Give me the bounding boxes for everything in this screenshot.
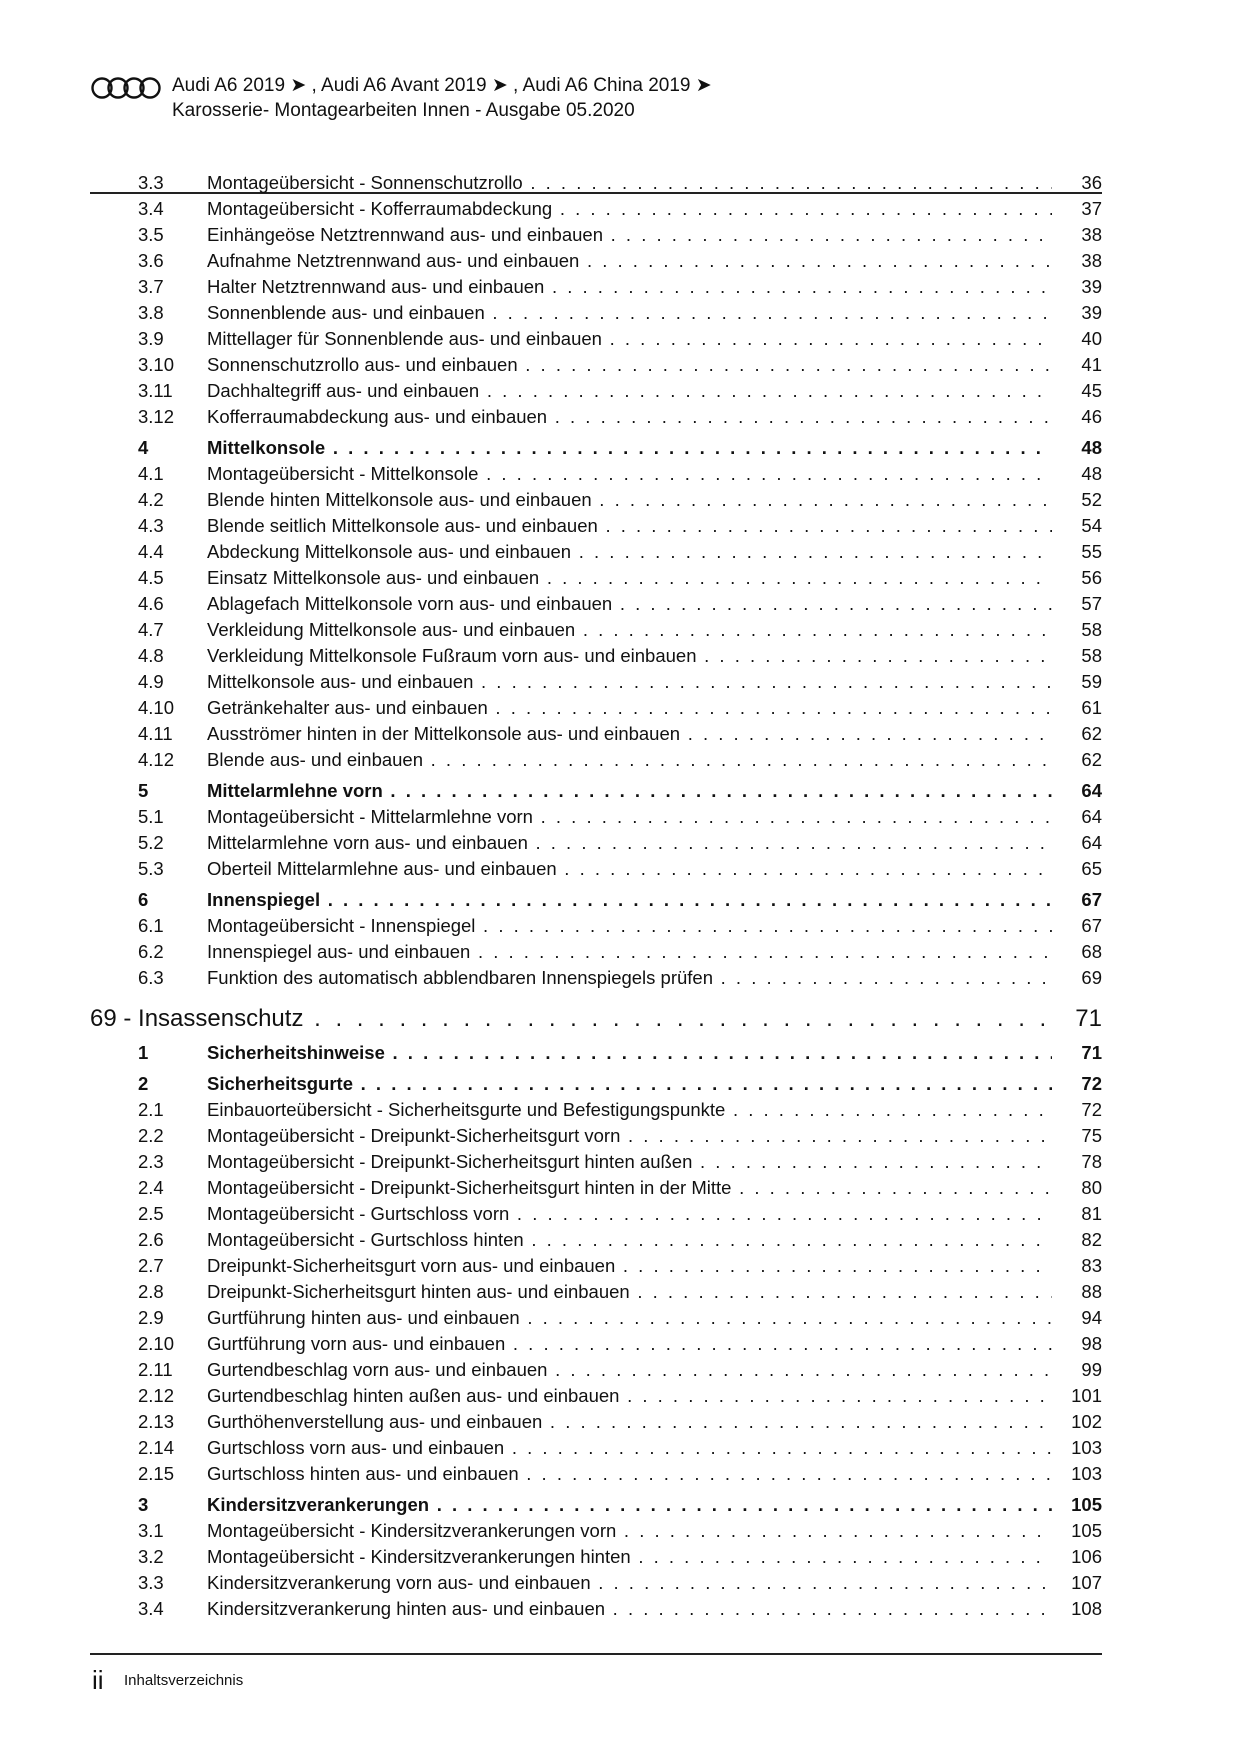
toc-entry-number: 2.6 <box>138 1229 164 1250</box>
toc-entry-number: 2.1 <box>138 1099 164 1120</box>
toc-entry-page: 106 <box>1071 1546 1102 1567</box>
toc-entry-page: 39 <box>1081 276 1102 297</box>
toc-entry-title: Mittelarmlehne vorn . . . <box>207 778 1052 804</box>
toc-entry-page: 58 <box>1081 645 1102 666</box>
toc-entry[interactable] <box>90 248 1102 274</box>
toc-entry-page: 102 <box>1071 1411 1102 1432</box>
toc-entry[interactable] <box>90 721 1102 747</box>
toc-entry[interactable] <box>90 326 1102 352</box>
toc-entry-title: Montageübersicht - Dreipunkt-Sicherheitsgurt hinten außen . . . <box>207 1149 1052 1175</box>
toc-entry-number: 4.6 <box>138 593 164 614</box>
toc-entry-number: 4.5 <box>138 567 164 588</box>
toc-entry[interactable] <box>90 1596 1102 1622</box>
toc-section[interactable] <box>90 1492 1102 1518</box>
toc-entry-number: 3.1 <box>138 1520 164 1541</box>
toc-entry-number: 4.4 <box>138 541 164 562</box>
toc-entry-number: 2.12 <box>138 1385 175 1406</box>
toc-entry-number: 2.10 <box>138 1333 175 1354</box>
toc-section[interactable] <box>90 887 1102 913</box>
toc-entry-number: 3.10 <box>138 354 175 375</box>
toc-entry[interactable] <box>90 1227 1102 1253</box>
toc-entry-page: 103 <box>1071 1463 1102 1484</box>
toc-entry-title: Kindersitzverankerungen . . . <box>207 1492 1052 1518</box>
toc-entry[interactable] <box>90 222 1102 248</box>
toc-entry-page: 67 <box>1081 889 1102 910</box>
toc-entry-page: 64 <box>1081 832 1102 853</box>
toc-entry[interactable] <box>90 170 1102 196</box>
toc-entry-title: Montageübersicht - Kofferraumabdeckung . . . <box>207 196 1052 222</box>
toc-chapter[interactable] <box>90 1003 1102 1035</box>
toc-entry[interactable] <box>90 804 1102 830</box>
toc-entry-page: 69 <box>1081 967 1102 988</box>
toc-entry-number: 2.11 <box>138 1359 173 1380</box>
toc-entry-page: 98 <box>1081 1333 1102 1354</box>
audi-rings-logo <box>90 76 162 100</box>
toc-entry-number: 4.1 <box>138 463 164 484</box>
toc-entry-page: 81 <box>1081 1203 1102 1224</box>
toc-entry-number: 3.11 <box>138 380 173 401</box>
toc-entry-page: 65 <box>1081 858 1102 879</box>
toc-entry-title: Montageübersicht - Kindersitzverankerungen vorn . . . <box>207 1518 1052 1544</box>
toc-entry[interactable] <box>90 1123 1102 1149</box>
toc-entry-title: Montageübersicht - Dreipunkt-Sicherheitsgurt vorn . . . <box>207 1123 1052 1149</box>
toc-entry-page: 61 <box>1081 697 1102 718</box>
toc-entry-page: 62 <box>1081 749 1102 770</box>
toc-entry-page: 39 <box>1081 302 1102 323</box>
toc-entry-title: Gurtführung hinten aus- und einbauen . . . <box>207 1305 1052 1331</box>
toc-entry-number: 3.12 <box>138 406 175 427</box>
toc-section[interactable] <box>90 435 1102 461</box>
toc-entry-number: 2.3 <box>138 1151 164 1172</box>
toc-entry-title: Blende hinten Mittelkonsole aus- und einbauen . . . <box>207 487 1052 513</box>
footer-page-number: ii <box>92 1665 104 1695</box>
toc-entry-title: Mittellager für Sonnenblende aus- und einbauen . . . <box>207 326 1052 352</box>
toc-entry-title: Einhängeöse Netztrennwand aus- und einbauen . . . <box>207 222 1052 248</box>
toc-entry[interactable] <box>90 1435 1102 1461</box>
toc-entry[interactable] <box>90 1544 1102 1570</box>
toc-entry-number: 2.4 <box>138 1177 164 1198</box>
toc-entry-number: 3.6 <box>138 250 164 271</box>
toc-entry-page: 36 <box>1081 172 1102 193</box>
toc-entry-title: Dreipunkt-Sicherheitsgurt vorn aus- und einbauen . . . <box>207 1253 1052 1279</box>
toc-entry-title: Ausströmer hinten in der Mittelkonsole aus- und einbauen . . . <box>207 721 1052 747</box>
toc-entry-title: Verkleidung Mittelkonsole aus- und einbauen . . . <box>207 617 1052 643</box>
toc-entry-page: 72 <box>1081 1073 1102 1094</box>
toc-entry-title: Sicherheitshinweise . . . <box>207 1040 1052 1066</box>
toc-entry[interactable] <box>90 1331 1102 1357</box>
toc-entry[interactable] <box>90 1409 1102 1435</box>
toc-entry-number: 5.2 <box>138 832 164 853</box>
toc-entry-page: 45 <box>1081 380 1102 401</box>
toc-entry-number: 2.2 <box>138 1125 164 1146</box>
toc-entry-page: 94 <box>1081 1307 1102 1328</box>
toc-entry-title: Montageübersicht - Sonnenschutzrollo . . . <box>207 170 1052 196</box>
toc-entry-number: 5.1 <box>138 806 164 827</box>
toc-entry-title: Halter Netztrennwand aus- und einbauen . . . <box>207 274 1052 300</box>
toc-entry-page: 80 <box>1081 1177 1102 1198</box>
toc-entry[interactable] <box>90 695 1102 721</box>
toc-entry-title: Montageübersicht - Gurtschloss hinten . . . <box>207 1227 1052 1253</box>
toc-entry-title: Blende aus- und einbauen . . . <box>207 747 1052 773</box>
toc-entry-page: 38 <box>1081 250 1102 271</box>
toc-entry-number: 6.2 <box>138 941 164 962</box>
toc-entry-title: Innenspiegel . . . <box>207 887 1052 913</box>
toc-entry-page: 72 <box>1081 1099 1102 1120</box>
toc-entry-page: 108 <box>1071 1598 1102 1619</box>
toc-entry[interactable] <box>90 378 1102 404</box>
toc-entry[interactable] <box>90 565 1102 591</box>
toc-entry[interactable] <box>90 1383 1102 1409</box>
toc-entry[interactable] <box>90 513 1102 539</box>
toc-entry-title: Funktion des automatisch abblendbaren Innenspiegels prüfen . . . <box>207 965 1052 991</box>
toc-entry-number: 4.12 <box>138 749 175 770</box>
header-model-line: Audi A6 2019 ➤ , Audi A6 Avant 2019 ➤ , Audi A6 China 2019 ➤ <box>172 75 712 96</box>
toc-entry-number: 4.9 <box>138 671 164 692</box>
toc-entry-page: 58 <box>1081 619 1102 640</box>
toc-entry-title: Montageübersicht - Dreipunkt-Sicherheitsgurt hinten in der Mitte . . . <box>207 1175 1052 1201</box>
toc-entry[interactable] <box>90 1570 1102 1596</box>
toc-entry-title: Abdeckung Mittelkonsole aus- und einbauen . . . <box>207 539 1052 565</box>
toc-entry-number: 2.15 <box>138 1463 175 1484</box>
toc-entry[interactable] <box>90 1461 1102 1487</box>
toc-entry-page: 75 <box>1081 1125 1102 1146</box>
toc-entry-number: 2.9 <box>138 1307 164 1328</box>
toc-entry-number: 2.5 <box>138 1203 164 1224</box>
toc-entry-number: 6.1 <box>138 915 164 936</box>
toc-entry-title: 69 - Insassenschutz . . . <box>90 1003 1052 1035</box>
toc-entry[interactable] <box>90 1279 1102 1305</box>
toc-entry-title: Aufnahme Netztrennwand aus- und einbauen . . . <box>207 248 1052 274</box>
toc-entry-number: 3.8 <box>138 302 164 323</box>
toc-entry-page: 41 <box>1081 354 1102 375</box>
toc-entry-title: Gurtendbeschlag hinten außen aus- und einbauen . . . <box>207 1383 1052 1409</box>
toc-entry-number: 4.10 <box>138 697 175 718</box>
toc-entry-page: 55 <box>1081 541 1102 562</box>
toc-entry-page: 71 <box>1081 1042 1102 1063</box>
toc-entry-number: 4.11 <box>138 723 173 744</box>
toc-entry-title: Mittelkonsole . . . <box>207 435 1052 461</box>
toc-entry-page: 107 <box>1071 1572 1102 1593</box>
toc-entry-title: Montageübersicht - Mittelkonsole . . . <box>207 461 1052 487</box>
toc-entry-page: 99 <box>1081 1359 1102 1380</box>
toc-entry-page: 67 <box>1081 915 1102 936</box>
toc-entry-number: 2.8 <box>138 1281 164 1302</box>
toc-entry-title: Verkleidung Mittelkonsole Fußraum vorn aus- und einbauen . . . <box>207 643 1052 669</box>
toc-entry-number: 4 <box>138 437 149 458</box>
toc-entry-page: 56 <box>1081 567 1102 588</box>
toc-entry-page: 105 <box>1071 1494 1102 1515</box>
toc-entry[interactable] <box>90 1253 1102 1279</box>
toc-entry-title: Blende seitlich Mittelkonsole aus- und einbauen . . . <box>207 513 1052 539</box>
toc-entry-page: 54 <box>1081 515 1102 536</box>
toc-entry-number: 2.13 <box>138 1411 175 1432</box>
header-manual-line: Karosserie- Montagearbeiten Innen - Ausgabe 05.2020 <box>172 100 635 121</box>
toc-entry[interactable] <box>90 1357 1102 1383</box>
toc-entry-page: 48 <box>1081 437 1102 458</box>
toc-entry-page: 59 <box>1081 671 1102 692</box>
toc-entry[interactable] <box>90 913 1102 939</box>
toc-entry-title: Gurtendbeschlag vorn aus- und einbauen . . . <box>207 1357 1052 1383</box>
toc-entry-page: 40 <box>1081 328 1102 349</box>
toc-entry-title: Oberteil Mittelarmlehne aus- und einbauen . . . <box>207 856 1052 882</box>
toc-entry-page: 103 <box>1071 1437 1102 1458</box>
toc-entry-title: Gurtführung vorn aus- und einbauen . . . <box>207 1331 1052 1357</box>
toc-entry[interactable] <box>90 669 1102 695</box>
toc-entry-title: Einsatz Mittelkonsole aus- und einbauen . . . <box>207 565 1052 591</box>
toc-entry-page: 82 <box>1081 1229 1102 1250</box>
toc-entry-title: Innenspiegel aus- und einbauen . . . <box>207 939 1052 965</box>
table-of-contents <box>90 170 1102 1622</box>
toc-entry-number: 5 <box>138 780 149 801</box>
toc-entry[interactable] <box>90 461 1102 487</box>
toc-entry[interactable] <box>90 1305 1102 1331</box>
toc-entry-page: 52 <box>1081 489 1102 510</box>
toc-entry-title: Mittelkonsole aus- und einbauen . . . <box>207 669 1052 695</box>
toc-entry-number: 4.2 <box>138 489 164 510</box>
toc-entry-number: 3.7 <box>138 276 164 297</box>
toc-entry[interactable] <box>90 643 1102 669</box>
toc-section[interactable] <box>90 1040 1102 1066</box>
toc-entry[interactable] <box>90 1149 1102 1175</box>
toc-entry[interactable] <box>90 1201 1102 1227</box>
toc-entry-title: Sonnenblende aus- und einbauen . . . <box>207 300 1052 326</box>
toc-entry-number: 2.14 <box>138 1437 175 1458</box>
toc-entry-page: 37 <box>1081 198 1102 219</box>
toc-entry-number: 3.2 <box>138 1546 164 1567</box>
toc-entry[interactable] <box>90 352 1102 378</box>
toc-entry[interactable] <box>90 196 1102 222</box>
toc-entry-title: Ablagefach Mittelkonsole vorn aus- und einbauen . . . <box>207 591 1052 617</box>
toc-entry-title: Montageübersicht - Gurtschloss vorn . . . <box>207 1201 1052 1227</box>
toc-entry-number: 4.7 <box>138 619 164 640</box>
toc-entry-number: 3.3 <box>138 1572 164 1593</box>
footer-title: Inhaltsverzeichnis <box>124 1672 244 1689</box>
toc-entry-number: 3.5 <box>138 224 164 245</box>
toc-entry-number: 4.8 <box>138 645 164 666</box>
toc-entry-page: 71 <box>1075 1005 1102 1032</box>
toc-entry-title: Gurthöhenverstellung aus- und einbauen . . . <box>207 1409 1052 1435</box>
toc-entry-page: 101 <box>1071 1385 1102 1406</box>
toc-entry-page: 46 <box>1081 406 1102 427</box>
toc-section[interactable] <box>90 1071 1102 1097</box>
toc-entry-title: Montageübersicht - Innenspiegel . . . <box>207 913 1052 939</box>
toc-entry-title: Einbauorteübersicht - Sicherheitsgurte und Befestigungspunkte . . . <box>207 1097 1052 1123</box>
toc-entry-number: 4.3 <box>138 515 164 536</box>
toc-entry-number: 3.9 <box>138 328 164 349</box>
toc-entry[interactable] <box>90 1518 1102 1544</box>
toc-entry[interactable] <box>90 591 1102 617</box>
footer-divider <box>90 1653 1102 1655</box>
toc-entry-title: Dachhaltegriff aus- und einbauen . . . <box>207 378 1052 404</box>
toc-entry-page: 62 <box>1081 723 1102 744</box>
toc-entry-title: Kofferraumabdeckung aus- und einbauen . . . <box>207 404 1052 430</box>
toc-section[interactable] <box>90 778 1102 804</box>
toc-entry[interactable] <box>90 830 1102 856</box>
toc-entry-title: Montageübersicht - Mittelarmlehne vorn . . . <box>207 804 1052 830</box>
toc-entry-page: 83 <box>1081 1255 1102 1276</box>
toc-entry-page: 57 <box>1081 593 1102 614</box>
toc-entry-page: 88 <box>1081 1281 1102 1302</box>
toc-entry-number: 3 <box>138 1494 149 1515</box>
toc-entry-page: 68 <box>1081 941 1102 962</box>
toc-entry-title: Montageübersicht - Kindersitzverankerungen hinten . . . <box>207 1544 1052 1570</box>
toc-entry-number: 2 <box>138 1073 149 1094</box>
toc-entry[interactable] <box>90 1175 1102 1201</box>
toc-entry-number: 5.3 <box>138 858 164 879</box>
toc-entry[interactable] <box>90 487 1102 513</box>
toc-entry-title: Getränkehalter aus- und einbauen . . . <box>207 695 1052 721</box>
toc-entry-number: 3.3 <box>138 172 164 193</box>
toc-entry-number: 6 <box>138 889 149 910</box>
toc-entry[interactable] <box>90 965 1102 991</box>
toc-entry-number: 6.3 <box>138 967 164 988</box>
toc-entry-page: 78 <box>1081 1151 1102 1172</box>
toc-entry-page: 38 <box>1081 224 1102 245</box>
toc-entry-title: Dreipunkt-Sicherheitsgurt hinten aus- und einbauen . . . <box>207 1279 1052 1305</box>
toc-entry-page: 105 <box>1071 1520 1102 1541</box>
toc-entry[interactable] <box>90 747 1102 773</box>
toc-entry-title: Kindersitzverankerung vorn aus- und einbauen . . . <box>207 1570 1052 1596</box>
toc-entry[interactable] <box>90 300 1102 326</box>
toc-entry-title: Sonnenschutzrollo aus- und einbauen . . . <box>207 352 1052 378</box>
toc-entry[interactable] <box>90 274 1102 300</box>
toc-entry-page: 64 <box>1081 806 1102 827</box>
toc-entry[interactable] <box>90 1097 1102 1123</box>
toc-entry-number: 3.4 <box>138 198 164 219</box>
toc-entry[interactable] <box>90 939 1102 965</box>
toc-entry-title: Gurtschloss vorn aus- und einbauen . . . <box>207 1435 1052 1461</box>
toc-entry[interactable] <box>90 404 1102 430</box>
toc-entry-number: 3.4 <box>138 1598 164 1619</box>
toc-entry-title: Mittelarmlehne vorn aus- und einbauen . . . <box>207 830 1052 856</box>
toc-entry-number: 2.7 <box>138 1255 164 1276</box>
toc-entry-title: Gurtschloss hinten aus- und einbauen . . . <box>207 1461 1052 1487</box>
toc-entry-title: Sicherheitsgurte . . . <box>207 1071 1052 1097</box>
toc-entry-title: Kindersitzverankerung hinten aus- und einbauen . . . <box>207 1596 1052 1622</box>
toc-entry[interactable] <box>90 539 1102 565</box>
toc-entry-page: 48 <box>1081 463 1102 484</box>
toc-entry[interactable] <box>90 617 1102 643</box>
toc-entry-number: 1 <box>138 1042 149 1063</box>
toc-entry[interactable] <box>90 856 1102 882</box>
toc-entry-page: 64 <box>1081 780 1102 801</box>
